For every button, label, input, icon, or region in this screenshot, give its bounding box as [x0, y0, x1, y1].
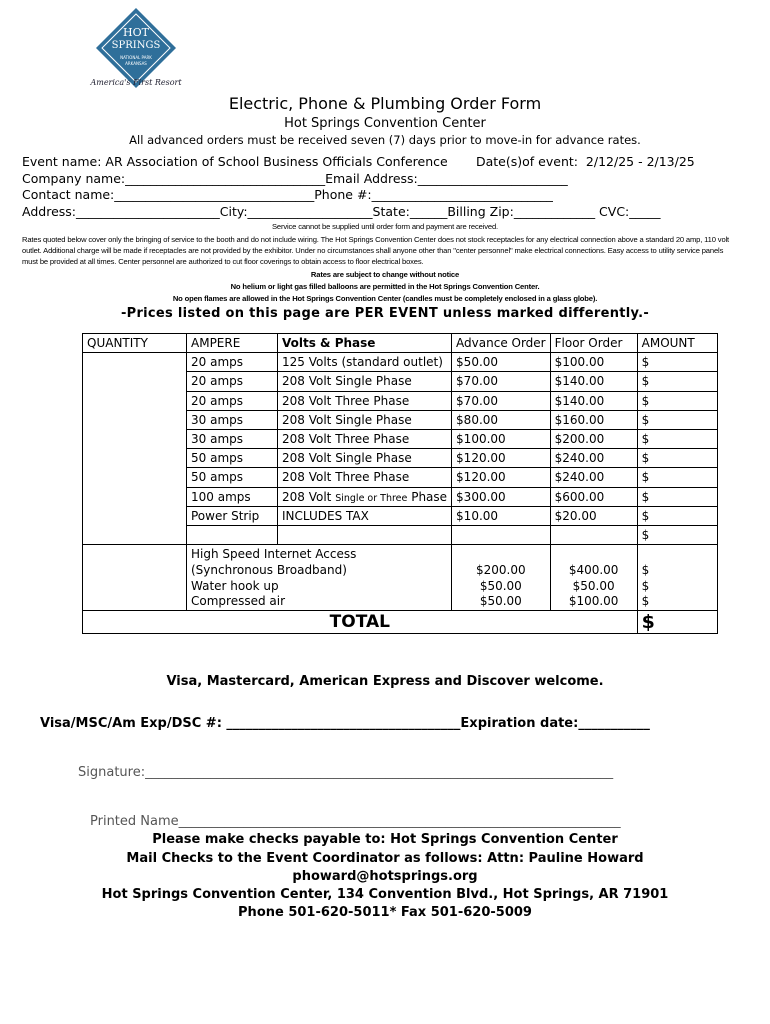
- company-email-line[interactable]: Company name:________________________________Email Address:________________________: [22, 171, 568, 186]
- volts-cell: 208 Volt Three Phase: [278, 468, 452, 487]
- floor-cell: $140.00: [550, 391, 637, 410]
- advance-cell: $10.00: [452, 506, 551, 525]
- logo-line3: NATIONAL PARK: [120, 55, 152, 60]
- advance-cell: $300.00: [452, 487, 551, 506]
- volts-cell: 208 Volt Three Phase: [278, 429, 452, 448]
- balloons-notice: No helium or light gas filled balloons are permitted in the Hot Springs Convention Center.: [230, 282, 540, 291]
- amount-cell[interactable]: $: [637, 525, 717, 544]
- logo-tagline: America's First Resort: [90, 78, 182, 87]
- advance-internet: $200.00: [476, 562, 526, 577]
- floor-water: $50.00: [572, 578, 615, 593]
- floor-cell: $240.00: [550, 468, 637, 487]
- ampere-cell: 20 amps: [187, 353, 278, 372]
- logo-line4: ARKANSAS: [125, 61, 147, 66]
- volts-cell: INCLUDES TAX: [278, 506, 452, 525]
- amount-cell[interactable]: $: [637, 506, 717, 525]
- rates-change-notice: Rates are subject to change without notice: [310, 270, 460, 279]
- services-advance-cell: [452, 545, 551, 611]
- floor-cell: $200.00: [550, 429, 637, 448]
- form-title: Electric, Phone & Plumbing Order Form: [228, 94, 542, 113]
- volts-suffix: Phase: [407, 489, 448, 504]
- card-number-field[interactable]: Visa/MSC/Am Exp/DSC #: ____________________________________Expiration date:___________: [40, 716, 650, 731]
- contact-phone-line[interactable]: Contact name:________________________________Phone #:_____________________________: [22, 187, 553, 202]
- volts-cell: 208 Volt Single Phase: [278, 449, 452, 468]
- volts-cell: 125 Volts (standard outlet): [278, 353, 452, 372]
- blank-cell: [278, 525, 452, 544]
- volts-prefix: 208 Volt: [282, 489, 336, 504]
- phone-fax-line: Phone 501-620-5011* Fax 501-620-5009: [238, 905, 532, 920]
- header-ampere: AMPERE: [187, 334, 278, 353]
- advance-air: $50.00: [479, 594, 522, 609]
- quantity-input-cell[interactable]: [83, 353, 187, 545]
- amount-air[interactable]: $: [641, 594, 650, 609]
- blank-cell: [452, 525, 551, 544]
- volts-cell: 208 Volt Three Phase: [278, 391, 452, 410]
- floor-cell: $240.00: [550, 449, 637, 468]
- air-label: Compressed air: [191, 594, 286, 609]
- checks-payable-line: Please make checks payable to: Hot Springs Convention Center: [152, 832, 618, 847]
- form-subtitle: Hot Springs Convention Center: [284, 116, 486, 131]
- amount-cell[interactable]: $: [637, 429, 717, 448]
- advance-cell: $70.00: [452, 372, 551, 391]
- ampere-cell: 30 amps: [187, 429, 278, 448]
- ampere-cell: 30 amps: [187, 410, 278, 429]
- table-header-row: [83, 334, 718, 353]
- floor-cell: $20.00: [550, 506, 637, 525]
- amount-internet[interactable]: $: [641, 562, 650, 577]
- services-amount-cell[interactable]: [637, 545, 717, 611]
- amount-cell[interactable]: $: [637, 353, 717, 372]
- volts-cell: [278, 487, 452, 506]
- header-quantity: QUANTITY: [83, 334, 187, 353]
- floor-cell: $600.00: [550, 487, 637, 506]
- header-amount: AMOUNT: [637, 334, 717, 353]
- service-notice: Service cannot be supplied until order form and payment are received.: [271, 222, 499, 231]
- ampere-cell: 20 amps: [187, 391, 278, 410]
- ampere-cell: 50 amps: [187, 468, 278, 487]
- coordinator-email[interactable]: phoward@hotsprings.org: [292, 869, 478, 884]
- floor-internet: $400.00: [568, 562, 619, 577]
- header-floor: Floor Order: [550, 334, 637, 353]
- advance-water: $50.00: [479, 578, 522, 593]
- blank-cell: [187, 525, 278, 544]
- advance-cell: $80.00: [452, 410, 551, 429]
- internet-label-2: (Synchronous Broadband): [191, 562, 347, 577]
- volts-cell: 208 Volt Single Phase: [278, 410, 452, 429]
- advance-cell: $50.00: [452, 353, 551, 372]
- ampere-cell: 100 amps: [187, 487, 278, 506]
- volts-phase-option: Single or Three: [335, 492, 408, 504]
- header-advance: Advance Order: [452, 334, 551, 353]
- advance-cell: $70.00: [452, 391, 551, 410]
- blank-cell: [550, 525, 637, 544]
- address-billing-line[interactable]: Address:_______________________City:____________________State:______Billing Zip:_____________ CVC:_____: [22, 204, 661, 219]
- header-volts: Volts & Phase: [278, 334, 452, 353]
- ampere-cell: Power Strip: [187, 506, 278, 525]
- amount-cell[interactable]: $: [637, 372, 717, 391]
- advance-cell: $120.00: [452, 449, 551, 468]
- flames-notice: No open flames are allowed in the Hot Springs Convention Center (candles must be completely enclosed in a glass globe).: [172, 294, 598, 303]
- services-floor-cell: [550, 545, 637, 611]
- event-dates-line: Date(s)of event: 2/12/25 - 2/13/25: [476, 154, 695, 169]
- ampere-cell: 20 amps: [187, 372, 278, 391]
- advance-cell: $100.00: [452, 429, 551, 448]
- amount-cell[interactable]: $: [637, 449, 717, 468]
- amount-cell[interactable]: $: [637, 468, 717, 487]
- floor-cell: $100.00: [550, 353, 637, 372]
- prices-banner: -Prices listed on this page are PER EVENT unless marked differently.-: [120, 306, 650, 321]
- advance-order-note: All advanced orders must be received seven (7) days prior to move-in for advance rates.: [129, 133, 641, 147]
- floor-cell: $140.00: [550, 372, 637, 391]
- cards-welcome: Visa, Mastercard, American Express and Discover welcome.: [166, 674, 604, 689]
- table-row: [83, 353, 718, 372]
- services-description-cell: [187, 545, 452, 611]
- total-label: TOTAL: [83, 611, 638, 634]
- total-amount-cell[interactable]: $: [637, 611, 717, 634]
- floor-air: $100.00: [568, 594, 619, 609]
- printed-name-field[interactable]: Printed Name____________________________________________________________________: [90, 814, 621, 829]
- center-address: Hot Springs Convention Center, 134 Convention Blvd., Hot Springs, AR 71901: [101, 887, 669, 902]
- amount-cell[interactable]: $: [637, 487, 717, 506]
- services-quantity-cell[interactable]: [83, 545, 187, 611]
- logo-line2: SPRINGS: [111, 40, 161, 51]
- amount-cell[interactable]: $: [637, 410, 717, 429]
- order-table: [82, 333, 718, 634]
- event-name-line: Event name: AR Association of School Business Officials Conference: [22, 154, 448, 169]
- total-row: [83, 611, 718, 634]
- water-label: Water hook up: [191, 578, 279, 593]
- mail-checks-line: Mail Checks to the Event Coordinator as follows: Attn: Pauline Howard: [126, 851, 644, 866]
- rates-notice: Rates quoted below cover only the bringing of service to the booth and do not include wiring. The Hot Springs Convention Center does not stock receptacles for any electrical connection above a standard 20 amp, 110 volt outlet. Additional charge will be made if receptacles are not provided by the exhibitor. Under no circumstances shall anyone other than "center personnel" make electrical connections. Easy access to utility service panels must be provided at all times. Center personnel are authorized to cut floor coverings to obtain access to floor electrical boxes.: [22, 235, 730, 267]
- ampere-cell: 50 amps: [187, 449, 278, 468]
- internet-label-1: High Speed Internet Access: [191, 547, 357, 562]
- advance-cell: $120.00: [452, 468, 551, 487]
- logo-line1: HOT: [123, 26, 149, 39]
- amount-water[interactable]: $: [641, 578, 650, 593]
- volts-cell: 208 Volt Single Phase: [278, 372, 452, 391]
- services-row: [83, 545, 718, 611]
- signature-field[interactable]: Signature:________________________________________________________________________: [78, 765, 614, 780]
- floor-cell: $160.00: [550, 410, 637, 429]
- amount-cell[interactable]: $: [637, 391, 717, 410]
